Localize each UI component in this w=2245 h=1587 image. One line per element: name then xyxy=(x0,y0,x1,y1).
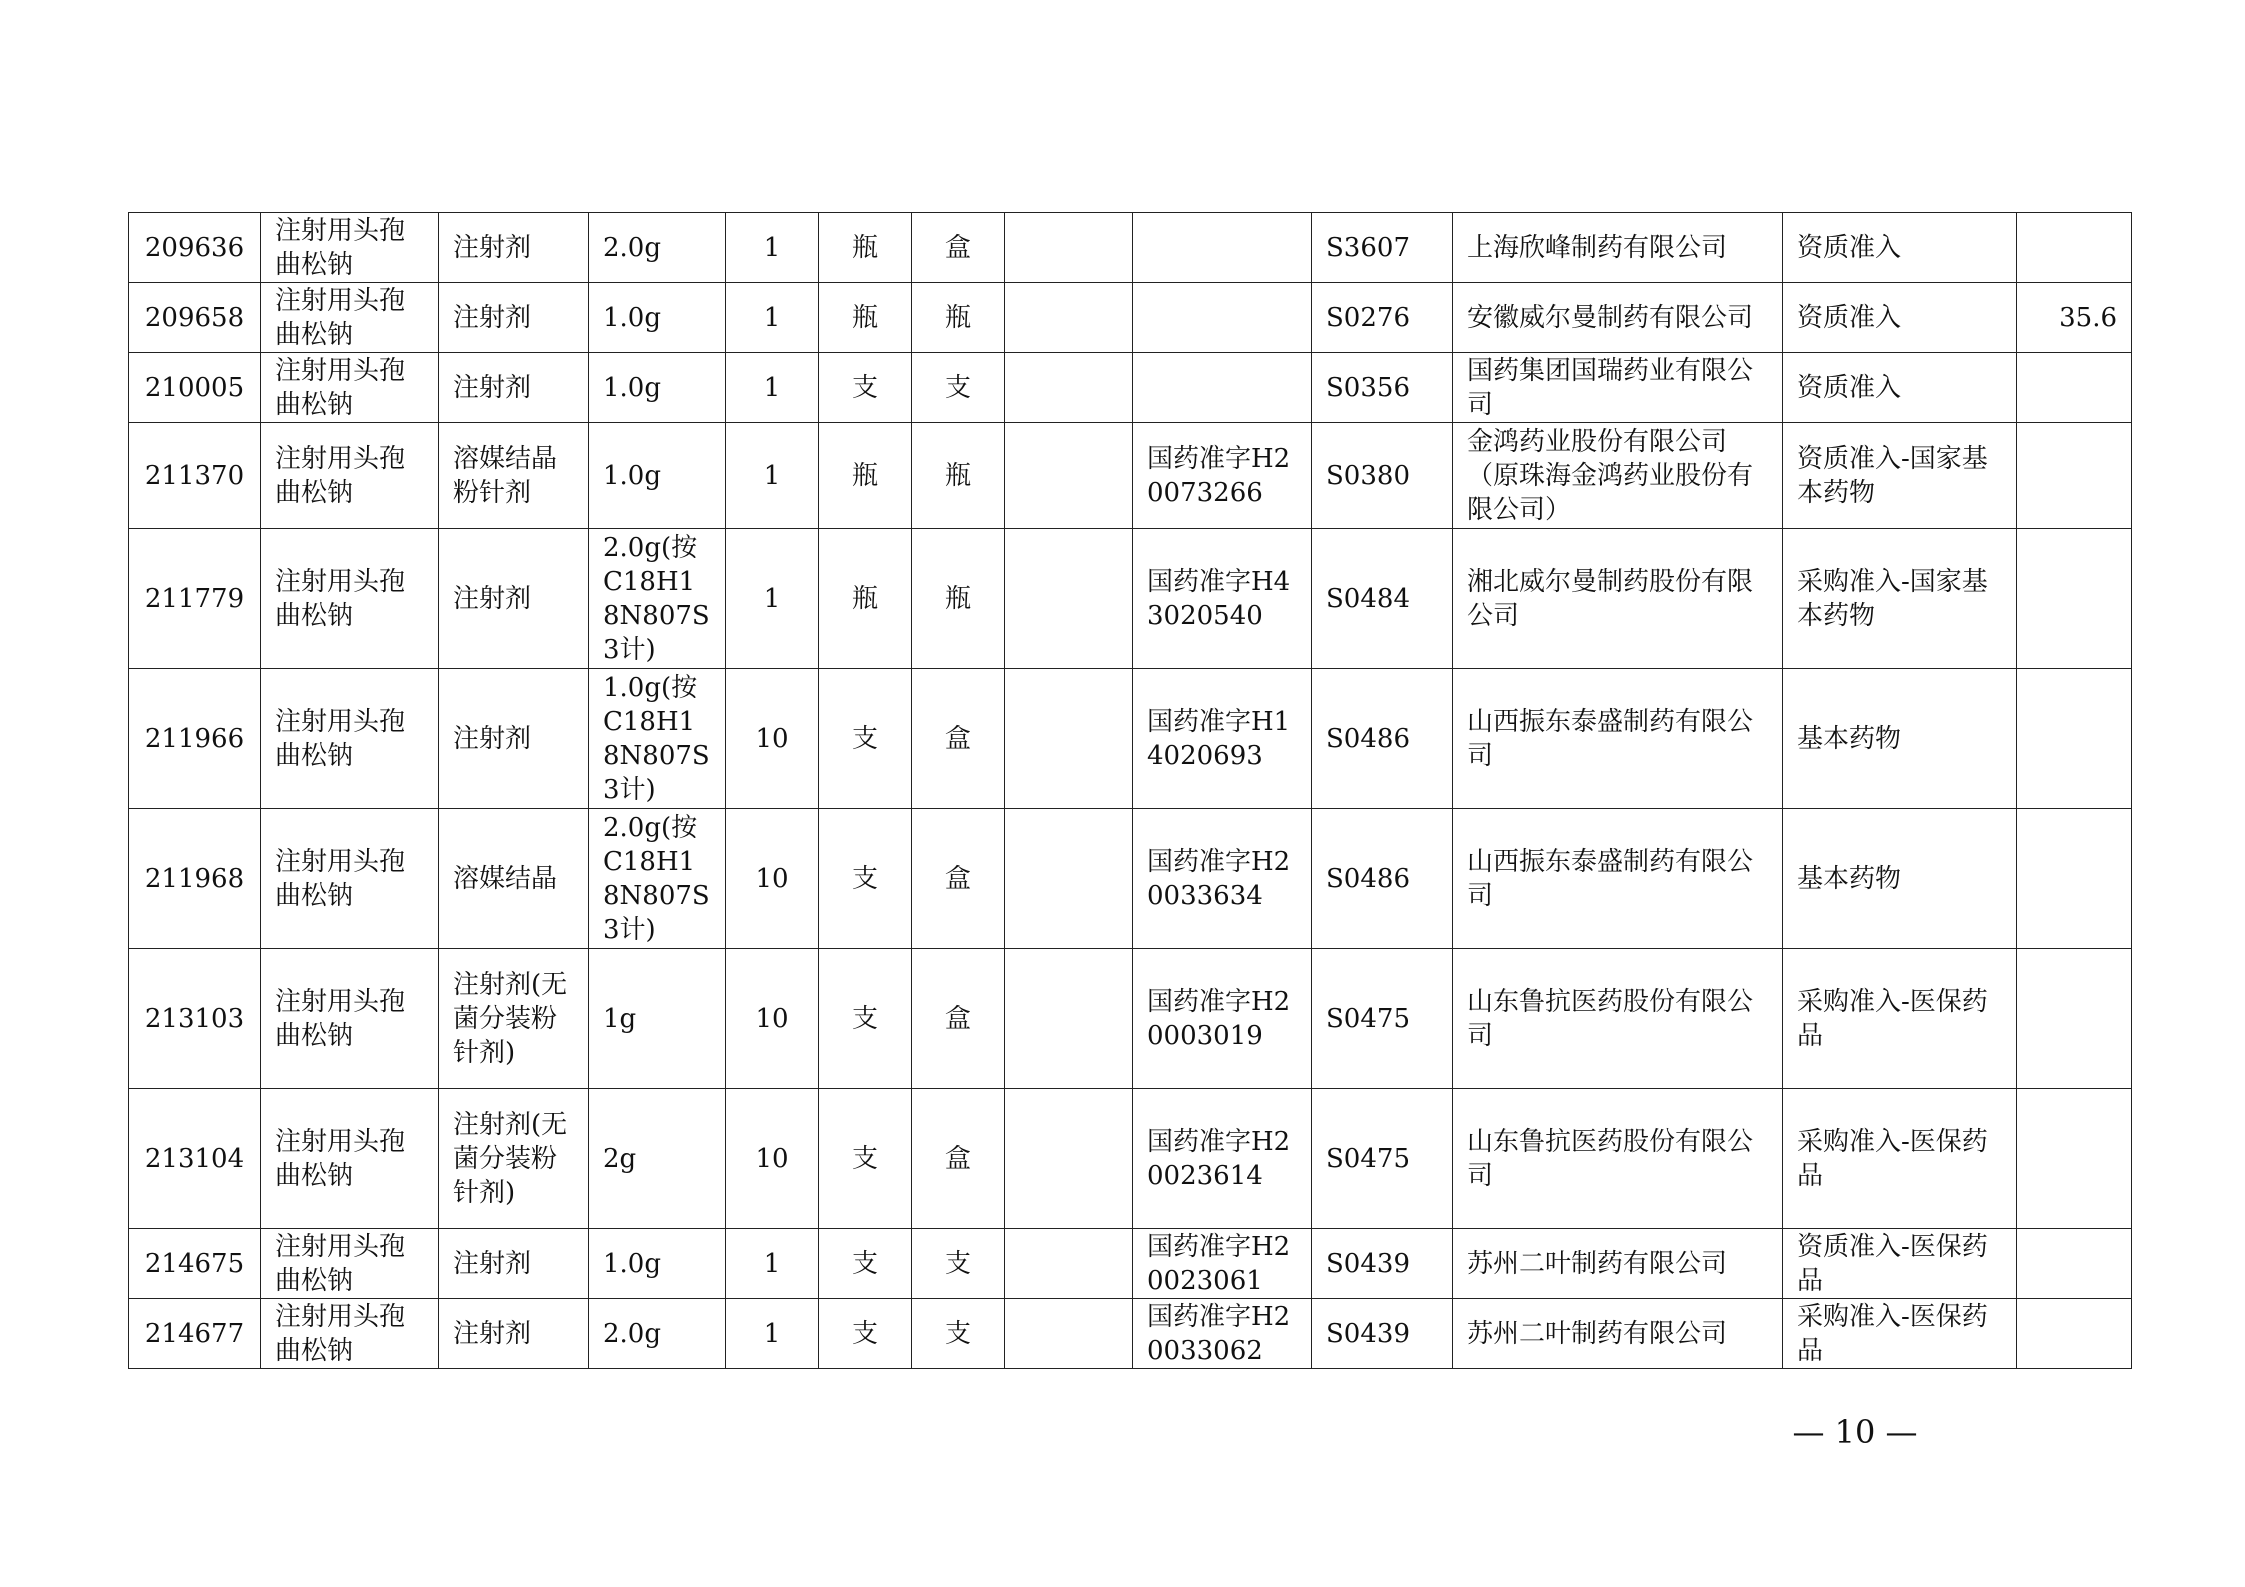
cell-pack-unit: 支 xyxy=(912,1229,1005,1299)
cell-product-id: 211968 xyxy=(129,809,261,949)
cell-blank xyxy=(1005,529,1133,669)
cell-specification: 2.0g(按C18H18N807S3计) xyxy=(589,809,726,949)
cell-manufacturer: 山西振东泰盛制药有限公司 xyxy=(1453,669,1783,809)
cell-manufacturer: 苏州二叶制药有限公司 xyxy=(1453,1229,1783,1299)
cell-min-unit: 支 xyxy=(819,1089,912,1229)
table-row xyxy=(129,669,2132,809)
cell-blank xyxy=(1005,353,1133,423)
cell-company-code: S0380 xyxy=(1312,423,1453,529)
cell-pack-unit: 盒 xyxy=(912,809,1005,949)
cell-pack-unit: 盒 xyxy=(912,213,1005,283)
cell-min-unit: 支 xyxy=(819,1229,912,1299)
cell-approval-number: 国药准字H43020540 xyxy=(1133,529,1312,669)
table-row xyxy=(129,213,2132,283)
cell-company-code: S0475 xyxy=(1312,1089,1453,1229)
cell-specification: 1.0g xyxy=(589,353,726,423)
cell-drug-name: 注射用头孢曲松钠 xyxy=(261,423,439,529)
cell-blank xyxy=(1005,213,1133,283)
cell-access-category: 基本药物 xyxy=(1783,669,2017,809)
cell-min-unit: 支 xyxy=(819,353,912,423)
page-number: — 10 — xyxy=(1792,1413,1918,1451)
table-row xyxy=(129,283,2132,353)
cell-price xyxy=(2017,213,2132,283)
cell-access-category: 采购准入-医保药品 xyxy=(1783,1299,2017,1369)
cell-manufacturer: 上海欣峰制药有限公司 xyxy=(1453,213,1783,283)
table-row xyxy=(129,1089,2132,1229)
cell-manufacturer: 苏州二叶制药有限公司 xyxy=(1453,1299,1783,1369)
cell-approval-number xyxy=(1133,283,1312,353)
cell-manufacturer: 金鸿药业股份有限公司（原珠海金鸿药业股份有限公司） xyxy=(1453,423,1783,529)
cell-min-unit: 支 xyxy=(819,809,912,949)
cell-dosage-form: 注射剂(无菌分装粉针剂) xyxy=(439,949,589,1089)
cell-blank xyxy=(1005,669,1133,809)
cell-pack-unit: 盒 xyxy=(912,949,1005,1089)
cell-approval-number: 国药准字H20023061 xyxy=(1133,1229,1312,1299)
cell-pack-unit: 瓶 xyxy=(912,283,1005,353)
cell-specification: 1.0g(按C18H18N807S3计) xyxy=(589,669,726,809)
cell-approval-number: 国药准字H20023614 xyxy=(1133,1089,1312,1229)
cell-dosage-form: 注射剂 xyxy=(439,283,589,353)
cell-pack-quantity: 1 xyxy=(726,423,819,529)
cell-pack-quantity: 1 xyxy=(726,1229,819,1299)
cell-company-code: S0276 xyxy=(1312,283,1453,353)
cell-dosage-form: 溶媒结晶 xyxy=(439,809,589,949)
cell-drug-name: 注射用头孢曲松钠 xyxy=(261,283,439,353)
cell-drug-name: 注射用头孢曲松钠 xyxy=(261,1089,439,1229)
cell-company-code: S0356 xyxy=(1312,353,1453,423)
table-row xyxy=(129,809,2132,949)
cell-manufacturer: 湘北威尔曼制药股份有限公司 xyxy=(1453,529,1783,669)
cell-company-code: S0486 xyxy=(1312,669,1453,809)
cell-drug-name: 注射用头孢曲松钠 xyxy=(261,1299,439,1369)
cell-company-code: S0475 xyxy=(1312,949,1453,1089)
cell-manufacturer: 安徽威尔曼制药有限公司 xyxy=(1453,283,1783,353)
cell-access-category: 采购准入-医保药品 xyxy=(1783,949,2017,1089)
cell-product-id: 209636 xyxy=(129,213,261,283)
cell-access-category: 资质准入 xyxy=(1783,283,2017,353)
cell-pack-unit: 瓶 xyxy=(912,529,1005,669)
cell-min-unit: 瓶 xyxy=(819,283,912,353)
cell-pack-quantity: 1 xyxy=(726,1299,819,1369)
cell-manufacturer: 山西振东泰盛制药有限公司 xyxy=(1453,809,1783,949)
cell-manufacturer: 山东鲁抗医药股份有限公司 xyxy=(1453,1089,1783,1229)
cell-approval-number: 国药准字H20073266 xyxy=(1133,423,1312,529)
cell-company-code: S0439 xyxy=(1312,1299,1453,1369)
cell-drug-name: 注射用头孢曲松钠 xyxy=(261,949,439,1089)
cell-product-id: 209658 xyxy=(129,283,261,353)
cell-min-unit: 支 xyxy=(819,669,912,809)
cell-dosage-form: 注射剂 xyxy=(439,1299,589,1369)
cell-specification: 1.0g xyxy=(589,1229,726,1299)
cell-price xyxy=(2017,1229,2132,1299)
cell-company-code: S0486 xyxy=(1312,809,1453,949)
cell-dosage-form: 注射剂 xyxy=(439,669,589,809)
cell-access-category: 基本药物 xyxy=(1783,809,2017,949)
cell-drug-name: 注射用头孢曲松钠 xyxy=(261,809,439,949)
cell-product-id: 213103 xyxy=(129,949,261,1089)
cell-pack-unit: 盒 xyxy=(912,1089,1005,1229)
cell-approval-number: 国药准字H20033634 xyxy=(1133,809,1312,949)
cell-blank xyxy=(1005,1089,1133,1229)
table-body xyxy=(129,213,2132,1369)
cell-dosage-form: 注射剂 xyxy=(439,213,589,283)
cell-specification: 1g xyxy=(589,949,726,1089)
cell-pack-unit: 盒 xyxy=(912,669,1005,809)
cell-pack-quantity: 1 xyxy=(726,529,819,669)
cell-pack-unit: 支 xyxy=(912,1299,1005,1369)
cell-drug-name: 注射用头孢曲松钠 xyxy=(261,529,439,669)
cell-approval-number xyxy=(1133,353,1312,423)
cell-min-unit: 支 xyxy=(819,1299,912,1369)
cell-blank xyxy=(1005,809,1133,949)
cell-product-id: 211779 xyxy=(129,529,261,669)
cell-access-category: 资质准入-国家基本药物 xyxy=(1783,423,2017,529)
cell-dosage-form: 注射剂 xyxy=(439,529,589,669)
cell-min-unit: 瓶 xyxy=(819,529,912,669)
cell-drug-name: 注射用头孢曲松钠 xyxy=(261,669,439,809)
cell-dosage-form: 溶媒结晶粉针剂 xyxy=(439,423,589,529)
cell-access-category: 资质准入-医保药品 xyxy=(1783,1229,2017,1299)
cell-approval-number: 国药准字H20033062 xyxy=(1133,1299,1312,1369)
cell-approval-number: 国药准字H14020693 xyxy=(1133,669,1312,809)
cell-specification: 2.0g xyxy=(589,213,726,283)
cell-pack-quantity: 1 xyxy=(726,283,819,353)
cell-min-unit: 瓶 xyxy=(819,423,912,529)
table-row xyxy=(129,423,2132,529)
cell-pack-quantity: 10 xyxy=(726,1089,819,1229)
cell-blank xyxy=(1005,949,1133,1089)
cell-specification: 1.0g xyxy=(589,423,726,529)
cell-drug-name: 注射用头孢曲松钠 xyxy=(261,353,439,423)
table-row xyxy=(129,1299,2132,1369)
cell-drug-name: 注射用头孢曲松钠 xyxy=(261,1229,439,1299)
cell-product-id: 211370 xyxy=(129,423,261,529)
cell-price xyxy=(2017,949,2132,1089)
cell-access-category: 资质准入 xyxy=(1783,213,2017,283)
cell-access-category: 资质准入 xyxy=(1783,353,2017,423)
cell-pack-quantity: 10 xyxy=(726,669,819,809)
table-row xyxy=(129,353,2132,423)
cell-price xyxy=(2017,809,2132,949)
cell-min-unit: 支 xyxy=(819,949,912,1089)
cell-access-category: 采购准入-医保药品 xyxy=(1783,1089,2017,1229)
cell-product-id: 211966 xyxy=(129,669,261,809)
cell-price xyxy=(2017,669,2132,809)
cell-price xyxy=(2017,1299,2132,1369)
cell-blank xyxy=(1005,1299,1133,1369)
cell-manufacturer: 山东鲁抗医药股份有限公司 xyxy=(1453,949,1783,1089)
cell-dosage-form: 注射剂(无菌分装粉针剂) xyxy=(439,1089,589,1229)
cell-blank xyxy=(1005,283,1133,353)
drug-list-table xyxy=(128,212,2132,1369)
cell-approval-number xyxy=(1133,213,1312,283)
cell-access-category: 采购准入-国家基本药物 xyxy=(1783,529,2017,669)
cell-specification: 2g xyxy=(589,1089,726,1229)
cell-pack-quantity: 1 xyxy=(726,213,819,283)
cell-price: 35.6 xyxy=(2017,283,2132,353)
cell-blank xyxy=(1005,1229,1133,1299)
cell-dosage-form: 注射剂 xyxy=(439,353,589,423)
cell-pack-quantity: 1 xyxy=(726,353,819,423)
cell-price xyxy=(2017,423,2132,529)
cell-product-id: 213104 xyxy=(129,1089,261,1229)
cell-price xyxy=(2017,529,2132,669)
cell-product-id: 214677 xyxy=(129,1299,261,1369)
cell-specification: 2.0g xyxy=(589,1299,726,1369)
cell-pack-quantity: 10 xyxy=(726,949,819,1089)
cell-drug-name: 注射用头孢曲松钠 xyxy=(261,213,439,283)
table-row xyxy=(129,1229,2132,1299)
cell-specification: 2.0g(按C18H18N807S3计) xyxy=(589,529,726,669)
cell-company-code: S0484 xyxy=(1312,529,1453,669)
cell-pack-unit: 支 xyxy=(912,353,1005,423)
cell-min-unit: 瓶 xyxy=(819,213,912,283)
table-row xyxy=(129,949,2132,1089)
table-row xyxy=(129,529,2132,669)
cell-pack-unit: 瓶 xyxy=(912,423,1005,529)
cell-price xyxy=(2017,1089,2132,1229)
cell-company-code: S0439 xyxy=(1312,1229,1453,1299)
cell-company-code: S3607 xyxy=(1312,213,1453,283)
cell-manufacturer: 国药集团国瑞药业有限公司 xyxy=(1453,353,1783,423)
cell-approval-number: 国药准字H20003019 xyxy=(1133,949,1312,1089)
cell-product-id: 210005 xyxy=(129,353,261,423)
cell-pack-quantity: 10 xyxy=(726,809,819,949)
cell-product-id: 214675 xyxy=(129,1229,261,1299)
cell-price xyxy=(2017,353,2132,423)
cell-dosage-form: 注射剂 xyxy=(439,1229,589,1299)
cell-specification: 1.0g xyxy=(589,283,726,353)
cell-blank xyxy=(1005,423,1133,529)
